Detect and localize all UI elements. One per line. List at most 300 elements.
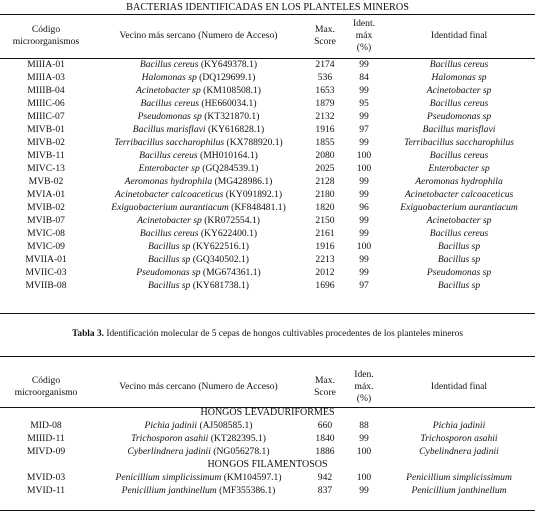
cell-score-score: 1855 bbox=[315, 137, 335, 148]
cell-ident-ident: 100 bbox=[356, 472, 372, 483]
cell-final-final: Penicillium simplicissimum bbox=[406, 472, 512, 483]
cell-neighbor-name: Acinetobacter sp bbox=[137, 215, 202, 226]
cell-ident bbox=[345, 484, 383, 497]
cell-neighbor-acc: (AJ508585.1) bbox=[199, 420, 253, 431]
group-row bbox=[0, 458, 535, 471]
cell-score-score: 536 bbox=[317, 72, 333, 83]
cell-score bbox=[305, 71, 345, 84]
cell-code-code: MIIIA-03 bbox=[27, 72, 65, 83]
cell-score bbox=[305, 279, 345, 292]
cell-neighbor-name: Trichosporon asahii bbox=[131, 433, 209, 444]
cell-final bbox=[383, 71, 535, 84]
table-row bbox=[0, 136, 535, 149]
cell-neighbor-name: Bacillus sp bbox=[147, 241, 191, 252]
header-ident: Iden. máx. (%) bbox=[354, 369, 374, 404]
table-row bbox=[0, 253, 535, 266]
cell-neighbor bbox=[92, 175, 305, 188]
cell-code-code: MVID-03 bbox=[26, 472, 66, 483]
cell-neighbor-acc: (KM108508.1) bbox=[203, 85, 261, 96]
cell-code bbox=[0, 84, 92, 97]
cell-neighbor-name: Penicillium simplicissimum bbox=[115, 472, 222, 483]
cell-final-final: Trichosporon asahii bbox=[420, 433, 498, 444]
cell-ident-ident: 99 bbox=[359, 228, 369, 239]
cell-ident bbox=[345, 123, 383, 136]
cell-ident-ident: 100 bbox=[356, 446, 372, 457]
header-final: Identidad final bbox=[430, 381, 488, 392]
cell-neighbor bbox=[92, 123, 305, 136]
cell-ident-ident: 99 bbox=[359, 189, 369, 200]
cell-final bbox=[383, 266, 535, 279]
cell-neighbor-acc: (MG674361.1) bbox=[202, 267, 261, 278]
cell-score-score: 1916 bbox=[315, 124, 335, 135]
cell-neighbor-name: Terribacillus saccharophilus bbox=[114, 137, 225, 148]
cell-neighbor-acc: (DQ129699.1) bbox=[199, 72, 256, 83]
cell-ident bbox=[345, 240, 383, 253]
cell-code bbox=[0, 419, 92, 432]
cell-neighbor-acc: (KY622516.1) bbox=[192, 241, 249, 252]
cell-ident-ident: 99 bbox=[359, 85, 369, 96]
cell-neighbor-acc: (KX788920.1) bbox=[226, 137, 283, 148]
cell-neighbor bbox=[92, 266, 305, 279]
cell-ident-ident: 99 bbox=[359, 215, 369, 226]
cell-final bbox=[383, 188, 535, 201]
cell-score bbox=[305, 123, 345, 136]
cell-score-score: 2161 bbox=[315, 228, 335, 239]
cell-ident-ident: 99 bbox=[359, 111, 369, 122]
cell-score-score: 1820 bbox=[315, 202, 335, 213]
cell-ident bbox=[345, 419, 383, 432]
cell-final bbox=[383, 110, 535, 123]
cell-code-code: MVIB-07 bbox=[27, 215, 65, 226]
cell-code bbox=[0, 201, 92, 214]
cell-neighbor-name: Acinetobacter sp bbox=[136, 85, 201, 96]
cell-score bbox=[305, 471, 345, 484]
cell-score bbox=[305, 419, 345, 432]
cell-neighbor-name: Enterobacter sp bbox=[138, 163, 200, 174]
header-final: Identidad final bbox=[430, 30, 488, 41]
cell-final bbox=[383, 149, 535, 162]
cell-neighbor-acc: (HE660034.1) bbox=[201, 98, 257, 109]
cell-final-final: Halomonas sp bbox=[431, 72, 487, 83]
cell-final-final: Bacillus cereus bbox=[429, 150, 489, 161]
cell-code bbox=[0, 136, 92, 149]
cell-final-final: Penicillium janthinellum bbox=[411, 485, 507, 496]
cell-ident bbox=[345, 214, 383, 227]
cell-neighbor bbox=[92, 201, 305, 214]
cell-neighbor bbox=[92, 432, 305, 445]
cell-neighbor bbox=[92, 279, 305, 292]
cell-score bbox=[305, 445, 345, 458]
cell-final-final: Pichia jadinii bbox=[432, 420, 486, 431]
cell-ident bbox=[345, 432, 383, 445]
cell-score-score: 660 bbox=[317, 420, 333, 431]
cell-neighbor bbox=[92, 97, 305, 110]
cell-score bbox=[305, 149, 345, 162]
cell-final-final: Terribacillus saccharophilus bbox=[404, 137, 514, 148]
table-row bbox=[0, 149, 535, 162]
table-row bbox=[0, 97, 535, 110]
cell-code-code: MID-08 bbox=[30, 420, 62, 431]
cell-code-code: MVIIA-01 bbox=[25, 254, 67, 265]
cell-ident-ident: 99 bbox=[359, 254, 369, 265]
table-row bbox=[0, 201, 535, 214]
cell-final bbox=[383, 240, 535, 253]
cell-score-score: 2128 bbox=[315, 176, 335, 187]
cell-score bbox=[305, 162, 345, 175]
cell-neighbor bbox=[92, 110, 305, 123]
cell-neighbor-acc: (GQ284539.1) bbox=[202, 163, 259, 174]
cell-final bbox=[383, 227, 535, 240]
cell-ident bbox=[345, 136, 383, 149]
cell-code-code: MVB-02 bbox=[28, 176, 64, 187]
header-score: Max. Score bbox=[314, 24, 336, 47]
cell-neighbor bbox=[92, 240, 305, 253]
cell-neighbor-acc: (KF848481.1) bbox=[231, 202, 286, 213]
cell-code-code: MVIIB-08 bbox=[25, 280, 67, 291]
cell-ident-ident: 96 bbox=[359, 202, 369, 213]
cell-neighbor-name: Penicillium janthinellum bbox=[121, 485, 217, 496]
cell-final-final: Bacillus marisflavi bbox=[422, 124, 496, 135]
cell-ident-ident: 99 bbox=[359, 137, 369, 148]
table-row bbox=[0, 432, 535, 445]
cell-score-score: 2174 bbox=[315, 59, 335, 70]
cell-code bbox=[0, 227, 92, 240]
cell-final bbox=[383, 253, 535, 266]
bacteria-table-title-row bbox=[0, 2, 535, 14]
cell-final-final: Cybelindnera jadinii bbox=[419, 446, 499, 457]
cell-code bbox=[0, 97, 92, 110]
cell-final bbox=[383, 214, 535, 227]
table-row bbox=[0, 279, 535, 292]
cell-final bbox=[383, 432, 535, 445]
cell-score bbox=[305, 484, 345, 497]
cell-neighbor-name: Bacillus sp bbox=[147, 254, 191, 265]
cell-ident bbox=[345, 266, 383, 279]
table1-header-rule bbox=[0, 58, 535, 59]
cell-final bbox=[383, 162, 535, 175]
fungi-table-body bbox=[0, 406, 535, 497]
cell-score bbox=[305, 227, 345, 240]
group-title: HONGOS LEVADURIFORMES bbox=[200, 407, 335, 418]
cell-final bbox=[383, 419, 535, 432]
cell-neighbor-acc: (KM104597.1) bbox=[223, 472, 282, 483]
caption-text: Identificación molecular de 5 cepas de hongos cultivables procedentes de los planteles mineros bbox=[103, 329, 463, 339]
cell-neighbor bbox=[92, 136, 305, 149]
cell-ident bbox=[345, 110, 383, 123]
cell-score bbox=[305, 58, 345, 71]
cell-score bbox=[305, 136, 345, 149]
cell-score-score: 2012 bbox=[315, 267, 335, 278]
cell-score-score: 2080 bbox=[315, 150, 335, 161]
table-row bbox=[0, 214, 535, 227]
cell-neighbor bbox=[92, 84, 305, 97]
cell-neighbor bbox=[92, 445, 305, 458]
table2-header-rule bbox=[0, 407, 535, 408]
table-row bbox=[0, 71, 535, 84]
header-neighbor: Vecino más cercano (Numero de Acceso) bbox=[119, 381, 278, 392]
cell-neighbor-name: Pichia jadinii bbox=[144, 420, 198, 431]
cell-code bbox=[0, 432, 92, 445]
cell-final-final: Pseudomonas sp bbox=[426, 267, 492, 278]
cell-code-code: MVIB-02 bbox=[27, 202, 65, 213]
cell-final-final: Acinetobacter sp bbox=[426, 215, 492, 226]
cell-score bbox=[305, 240, 345, 253]
cell-ident-ident: 100 bbox=[356, 150, 372, 161]
cell-neighbor-name: Bacillus cereus bbox=[139, 59, 199, 70]
cell-neighbor-acc: (KR072554.1) bbox=[204, 215, 260, 226]
fungi-table bbox=[0, 368, 535, 497]
cell-neighbor bbox=[92, 227, 305, 240]
cell-neighbor-acc: (KT282395.1) bbox=[210, 433, 266, 444]
cell-final-final: Acinetobacter sp bbox=[426, 85, 492, 96]
cell-score bbox=[305, 84, 345, 97]
cell-score bbox=[305, 188, 345, 201]
cell-ident bbox=[345, 253, 383, 266]
cell-score bbox=[305, 432, 345, 445]
cell-score-score: 2150 bbox=[315, 215, 335, 226]
cell-code-code: MVIC-09 bbox=[27, 241, 65, 252]
table-row bbox=[0, 175, 535, 188]
cell-code bbox=[0, 214, 92, 227]
cell-final-final: Exiguobacterium aurantiacum bbox=[400, 202, 518, 213]
cell-final-final: Pseudomonas sp bbox=[426, 111, 492, 122]
cell-final bbox=[383, 201, 535, 214]
cell-ident bbox=[345, 471, 383, 484]
cell-neighbor bbox=[92, 214, 305, 227]
cell-score bbox=[305, 175, 345, 188]
header-neighbor: Vecino más sercano (Numero de Acceso) bbox=[119, 30, 278, 41]
cell-neighbor bbox=[92, 471, 305, 484]
cell-ident bbox=[345, 201, 383, 214]
bacteria-table-header bbox=[0, 14, 535, 58]
table-row bbox=[0, 110, 535, 123]
cell-ident-ident: 99 bbox=[359, 176, 369, 187]
table-row bbox=[0, 188, 535, 201]
cell-ident bbox=[345, 175, 383, 188]
cell-code-code: MIIIC-06 bbox=[27, 98, 65, 109]
cell-final bbox=[383, 445, 535, 458]
cell-ident bbox=[345, 445, 383, 458]
cell-code bbox=[0, 188, 92, 201]
cell-code-code: MVIA-01 bbox=[26, 189, 66, 200]
cell-ident bbox=[345, 84, 383, 97]
cell-ident bbox=[345, 97, 383, 110]
table-row bbox=[0, 84, 535, 97]
cell-final bbox=[383, 175, 535, 188]
cell-neighbor-acc: (MG428986.1) bbox=[214, 176, 273, 187]
cell-final-final: Aeromonas hydrophila bbox=[415, 176, 503, 187]
cell-final bbox=[383, 136, 535, 149]
group-title: HONGOS FILAMENTOSOS bbox=[207, 459, 328, 470]
header-code: Código microorganismos bbox=[12, 24, 80, 47]
cell-neighbor bbox=[92, 253, 305, 266]
table-row bbox=[0, 419, 535, 432]
cell-neighbor-acc: (KY622400.1) bbox=[200, 228, 258, 239]
cell-neighbor bbox=[92, 149, 305, 162]
cell-code bbox=[0, 149, 92, 162]
cell-ident-ident: 88 bbox=[359, 420, 369, 431]
cell-neighbor-acc: (KY091892.1) bbox=[225, 189, 283, 200]
cell-code-code: MIIIC-07 bbox=[27, 111, 65, 122]
cell-neighbor-name: Bacillus sp bbox=[147, 280, 191, 291]
cell-neighbor-acc: (GQ340502.1) bbox=[192, 254, 249, 265]
cell-code-code: MIVB-02 bbox=[27, 137, 65, 148]
cell-final-final: Enterobacter sp bbox=[428, 163, 490, 174]
cell-ident-ident: 99 bbox=[359, 485, 369, 496]
cell-neighbor bbox=[92, 484, 305, 497]
cell-code-code: MIVC-13 bbox=[27, 163, 65, 174]
cell-final bbox=[383, 279, 535, 292]
cell-final bbox=[383, 84, 535, 97]
cell-ident-ident: 97 bbox=[359, 280, 369, 291]
cell-neighbor-name: Bacillus marisflavi bbox=[132, 124, 206, 135]
cell-score-score: 1879 bbox=[315, 98, 335, 109]
cell-final bbox=[383, 484, 535, 497]
cell-ident bbox=[345, 279, 383, 292]
cell-neighbor-name: Exiguobacterium aurantiacum bbox=[111, 202, 229, 213]
cell-code-code: MIVD-09 bbox=[26, 446, 66, 457]
cell-ident-ident: 99 bbox=[359, 433, 369, 444]
cell-ident-ident: 97 bbox=[359, 124, 369, 135]
cell-code-code: MIVB-01 bbox=[27, 124, 65, 135]
table-row bbox=[0, 58, 535, 71]
cell-neighbor-acc: (KT321870.1) bbox=[204, 111, 260, 122]
cell-neighbor-acc: (NG056278.1) bbox=[213, 446, 270, 457]
cell-final-final: Bacillus cereus bbox=[429, 98, 489, 109]
cell-neighbor bbox=[92, 419, 305, 432]
cell-score-score: 942 bbox=[317, 472, 333, 483]
cell-final bbox=[383, 58, 535, 71]
cell-final-final: Acinetobacter calcoaceticus bbox=[404, 189, 514, 200]
table-row bbox=[0, 266, 535, 279]
table-row bbox=[0, 240, 535, 253]
fungi-table-header bbox=[0, 368, 535, 406]
cell-ident-ident: 100 bbox=[356, 241, 372, 252]
header-ident: Ident. máx (%) bbox=[352, 18, 376, 53]
cell-neighbor-name: Halomonas sp bbox=[141, 72, 197, 83]
table-row bbox=[0, 445, 535, 458]
cell-neighbor-name: Cyberlindnera jadinii bbox=[127, 446, 211, 457]
cell-final bbox=[383, 123, 535, 136]
table1-top-rule bbox=[0, 14, 535, 15]
cell-score bbox=[305, 201, 345, 214]
cell-code bbox=[0, 123, 92, 136]
cell-ident bbox=[345, 227, 383, 240]
cell-score-score: 2213 bbox=[315, 254, 335, 265]
bacteria-table-body bbox=[0, 58, 535, 292]
cell-score-score: 2132 bbox=[315, 111, 335, 122]
cell-score-score: 1653 bbox=[315, 85, 335, 96]
cell-score bbox=[305, 253, 345, 266]
cell-neighbor-acc: (KY681738.1) bbox=[192, 280, 249, 291]
cell-neighbor bbox=[92, 58, 305, 71]
table-row bbox=[0, 227, 535, 240]
cell-code bbox=[0, 71, 92, 84]
cell-ident bbox=[345, 58, 383, 71]
cell-code-code: MVID-11 bbox=[26, 485, 65, 496]
cell-final bbox=[383, 471, 535, 484]
bacteria-table-title: BACTERIAS IDENTIFICADAS EN LOS PLANTELES MINEROS bbox=[126, 2, 409, 13]
cell-code bbox=[0, 471, 92, 484]
cell-neighbor-name: Bacillus cereus bbox=[139, 228, 199, 239]
cell-code bbox=[0, 279, 92, 292]
cell-score-score: 1916 bbox=[315, 241, 335, 252]
table-row bbox=[0, 162, 535, 175]
header-code: Código microorganismo bbox=[14, 375, 78, 398]
cell-final-final: Bacillus sp bbox=[437, 254, 481, 265]
cell-neighbor bbox=[92, 162, 305, 175]
cell-final-final: Bacillus sp bbox=[437, 241, 481, 252]
cell-code bbox=[0, 240, 92, 253]
table3-caption bbox=[0, 328, 535, 340]
cell-neighbor-name: Acinetobacter calcoaceticus bbox=[114, 189, 224, 200]
cell-code bbox=[0, 162, 92, 175]
cell-neighbor-acc: (MH010164.1) bbox=[200, 150, 258, 161]
cell-code-code: MIIIA-01 bbox=[27, 59, 65, 70]
cell-score bbox=[305, 214, 345, 227]
cell-ident-ident: 99 bbox=[359, 59, 369, 70]
table-row bbox=[0, 471, 535, 484]
cell-score-score: 1696 bbox=[315, 280, 335, 291]
cell-neighbor bbox=[92, 188, 305, 201]
cell-code-code: MIVB-11 bbox=[27, 150, 65, 161]
cell-ident bbox=[345, 149, 383, 162]
table-row bbox=[0, 123, 535, 136]
cell-neighbor-name: Pseudomonas sp bbox=[136, 267, 201, 278]
cell-code-code: MIIIB-04 bbox=[27, 85, 65, 96]
cell-ident bbox=[345, 188, 383, 201]
cell-ident-ident: 95 bbox=[359, 98, 369, 109]
cell-score-score: 2025 bbox=[315, 163, 335, 174]
cell-score bbox=[305, 266, 345, 279]
cell-neighbor-acc: (MF355386.1) bbox=[219, 485, 276, 496]
cell-neighbor bbox=[92, 71, 305, 84]
cell-code bbox=[0, 175, 92, 188]
cell-score-score: 2180 bbox=[315, 189, 335, 200]
cell-code-code: MVIC-08 bbox=[27, 228, 65, 239]
cell-neighbor-name: Pseudomonas sp bbox=[137, 111, 202, 122]
cell-neighbor-name: Bacillus cereus bbox=[140, 98, 199, 109]
cell-final-final: Bacillus cereus bbox=[429, 228, 489, 239]
cell-ident-ident: 99 bbox=[359, 267, 369, 278]
cell-score bbox=[305, 97, 345, 110]
cell-neighbor-acc: (KY649378.1) bbox=[200, 59, 258, 70]
cell-code bbox=[0, 110, 92, 123]
table1-bottom-rule bbox=[0, 313, 535, 314]
cell-code bbox=[0, 484, 92, 497]
table-row bbox=[0, 484, 535, 497]
cell-ident bbox=[345, 71, 383, 84]
table2-top-rule bbox=[0, 356, 535, 357]
cell-ident-ident: 100 bbox=[356, 163, 372, 174]
cell-ident bbox=[345, 162, 383, 175]
cell-neighbor-acc: (KY616828.1) bbox=[207, 124, 265, 135]
caption-label: Tabla 3. bbox=[72, 329, 104, 339]
cell-code bbox=[0, 266, 92, 279]
cell-code bbox=[0, 253, 92, 266]
cell-code-code: MIIID-11 bbox=[27, 433, 65, 444]
header-score: Max. Score bbox=[314, 375, 336, 398]
cell-score-score: 1886 bbox=[315, 446, 335, 457]
cell-neighbor-name: Aeromonas hydrophila bbox=[124, 176, 213, 187]
cell-code bbox=[0, 445, 92, 458]
cell-final-final: Bacillus cereus bbox=[429, 59, 489, 70]
cell-score-score: 1840 bbox=[315, 433, 335, 444]
bacteria-table bbox=[0, 2, 535, 292]
cell-ident-ident: 84 bbox=[359, 72, 369, 83]
cell-score bbox=[305, 110, 345, 123]
cell-code bbox=[0, 58, 92, 71]
